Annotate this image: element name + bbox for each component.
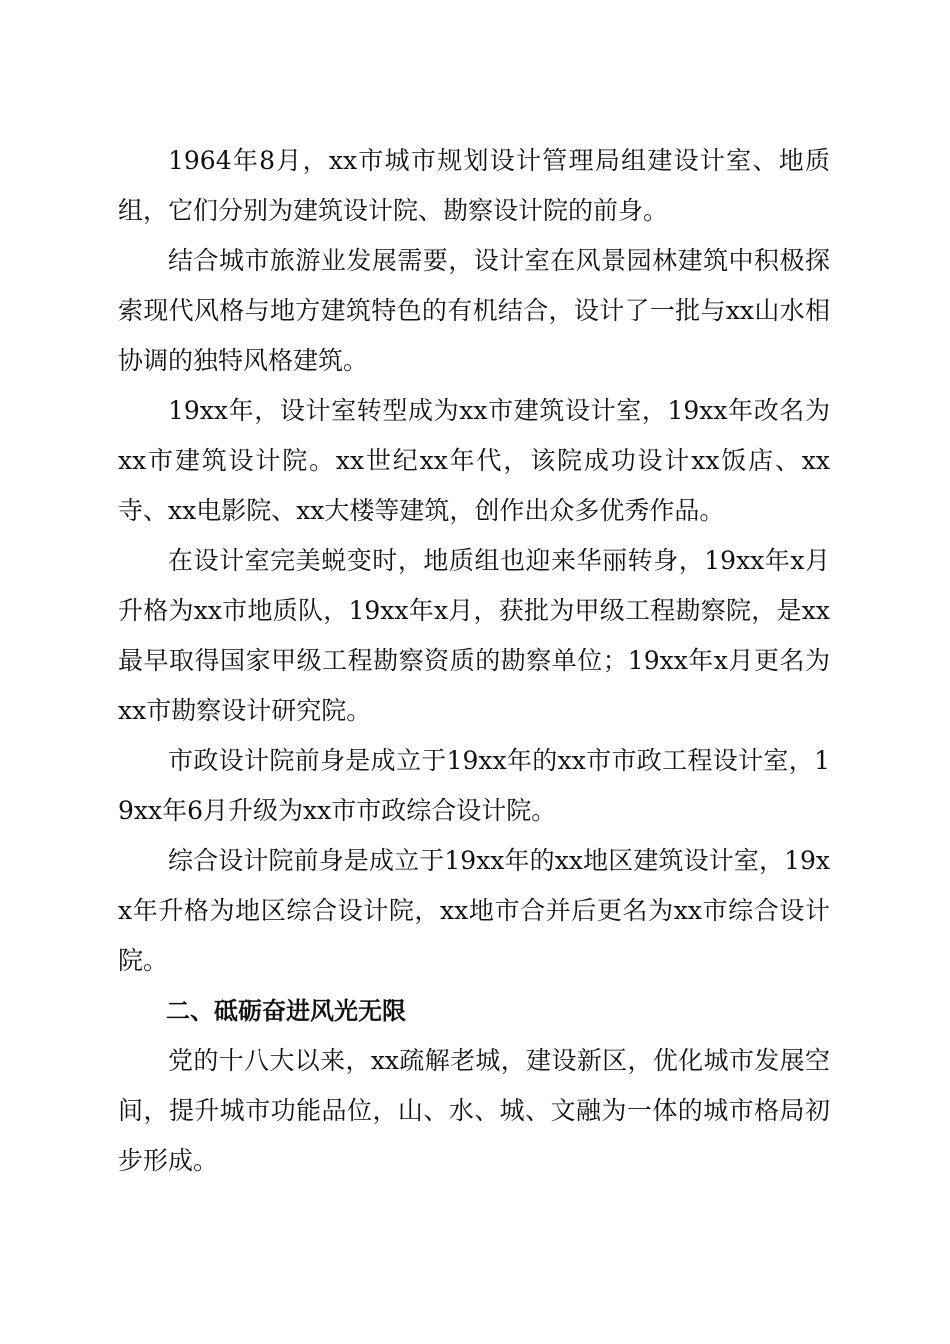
section-heading: 二、砥砺奋进风光无限 xyxy=(166,997,406,1025)
paragraph-landscape-architecture: 结合城市旅游业发展需要，设计室在风景园林建筑中积极探索现代风格与地方建筑特色的有机结合，设计了一批与xx山水相协调的独特风格建筑。 xyxy=(118,246,830,375)
paragraph-city-development: 党的十八大以来，xx疏解老城，建设新区，优化城市发展空间，提升城市功能品位，山、水、城、文融为一体的城市格局初步形成。 xyxy=(118,1046,830,1175)
paragraph-architecture-institute: 19xx年，设计室转型成为xx市建筑设计室，19xx年改名为xx市建筑设计院。xx世纪xx年代，该院成功设计xx饭店、xx寺、xx电影院、xx大楼等建筑，创作出众多优秀作品。 xyxy=(118,396,830,525)
paragraph-founding: 1964年8月，xx市城市规划设计管理局组建设计室、地质组，它们分别为建筑设计院、勘察设计院的前身。 xyxy=(118,146,830,225)
paragraph-municipal-institute: 市政设计院前身是成立于19xx年的xx市市政工程设计室，19xx年6月升级为xx市市政综合设计院。 xyxy=(118,746,830,825)
document-body xyxy=(118,136,830,1186)
paragraph-comprehensive-institute: 综合设计院前身是成立于19xx年的xx地区建筑设计室，19xx年升格为地区综合设计院，xx地市合并后更名为xx市综合设计院。 xyxy=(118,846,830,975)
paragraph-survey-institute: 在设计室完美蜕变时，地质组也迎来华丽转身，19xx年x月升格为xx市地质队，19xx年x月，获批为甲级工程勘察院，是xx最早取得国家甲级工程勘察资质的勘察单位；19xx年x月更名为xx市勘察设计研究院。 xyxy=(118,546,830,725)
